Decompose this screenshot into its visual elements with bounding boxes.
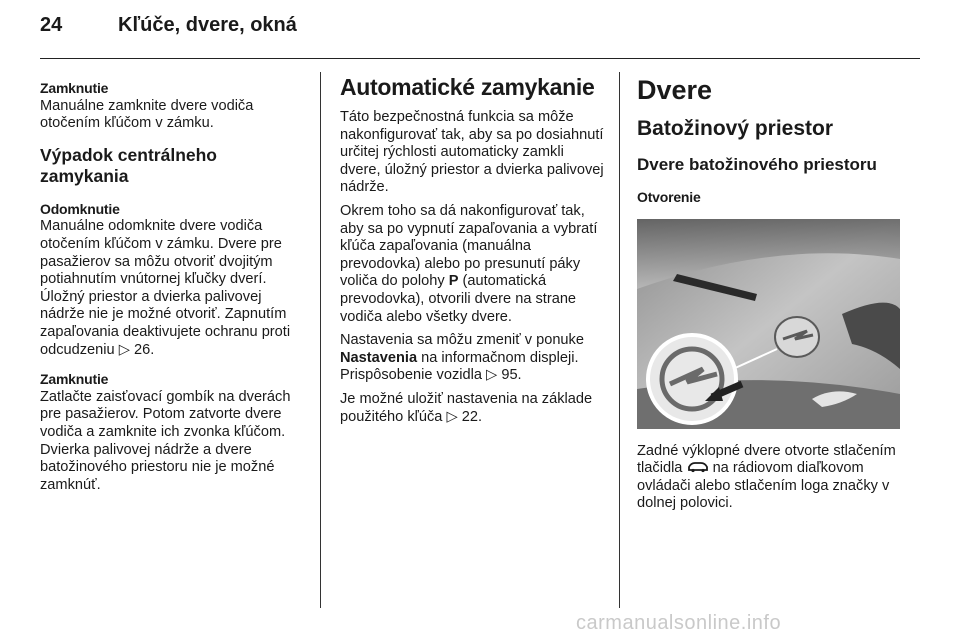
heading-automatic-locking: Automatické zamykanie (340, 74, 595, 100)
subheading-unlock: Odomknutie (40, 200, 120, 217)
page-ref[interactable]: 22. (461, 408, 483, 425)
paragraph: Manuálne zamknite dvere vodiča otočením kľúčom v zámku. (40, 97, 254, 132)
tailgate-photo (637, 219, 900, 429)
page-header (40, 14, 297, 48)
page-ref-arrow-icon: ▷ (118, 341, 130, 358)
subheading-lock: Zamknutie (40, 371, 109, 388)
paragraph: Okrem toho sa dá nakonfigurovať tak, aby sa po vypnutí zapaľovania a vybratí kľúča zapaľovania (manuálna prevodovka) alebo po presunutí páky voliča do polohy P (automatická prevodovka), otvorili dvere na strane vodiča alebo všetky dvere. (340, 202, 598, 325)
column-divider (619, 72, 620, 608)
page-ref-arrow-icon: ▷ (446, 408, 458, 425)
heading-tailgate: Dvere batožinového priestoru (637, 155, 877, 174)
car-unlock-icon (687, 461, 709, 473)
column-middle (340, 66, 606, 432)
paragraph: Manuálne odomknite dvere vodiča otočením kľúčom v zámku. Dvere pre pasažierov sa môžu otvoriť dvojitým potiahnutím vnútornej kľučky dverí. Úložný priestor a dvierka palivovej nádrže nie je možné otvoriť. Zapnutím zapaľovania deaktivujete ochranu proti odcudzeniu ▷ 26. (40, 218, 291, 358)
heading-load-compartment: Batožinový priestor (637, 117, 834, 140)
paragraph: Je možné uložiť nastavenia na základe použitého kľúča ▷ 22. (340, 390, 593, 425)
column-left (40, 66, 302, 500)
watermark: carmanualsonline.info (576, 612, 782, 634)
page-ref-arrow-icon: ▷ (486, 367, 498, 384)
page-number: 24 (40, 14, 63, 36)
heading-central-locking-failure: Výpadok centrálneho zamykania (40, 144, 217, 186)
subheading-lock: Zamknutie (40, 80, 109, 96)
tailgate-illustration (637, 219, 900, 429)
subheading-opening: Otvorenie (637, 189, 701, 205)
paragraph: Nastavenia sa môžu zmeniť v ponuke Nastavenia na informačnom displeji. Prispôsobenie vozidla ▷ 95. (340, 332, 584, 384)
paragraph: Zadné výklopné dvere otvorte stlačením tlačidla na rádiovom diaľkovom ovládači alebo stlačením loga značky v dolnej polovici. (637, 442, 896, 512)
heading-doors: Dvere (637, 75, 713, 105)
paragraph: Zatlačte zaisťovací gombík na dverách pre pasažierov. Potom zatvorte dvere vodiča a zamknite ich zvonka kľúčom. Dvierka palivovej nádrže a dvere batožinového priestoru nie je možné zamknúť. (40, 388, 291, 493)
page-ref[interactable]: 95. (501, 367, 522, 384)
column-divider (320, 72, 321, 608)
paragraph: Táto bezpečnostná funkcia sa môže nakonfigurovať tak, aby sa po dosiahnutí určitej rýchlosti automaticky zamkli dvere, úložný priestor a dvierka palivovej nádrže. (340, 109, 604, 196)
page-ref[interactable]: 26. (134, 341, 155, 358)
column-right (637, 66, 903, 519)
header-rule (40, 58, 920, 59)
page-title: Kľúče, dvere, okná (118, 14, 297, 36)
